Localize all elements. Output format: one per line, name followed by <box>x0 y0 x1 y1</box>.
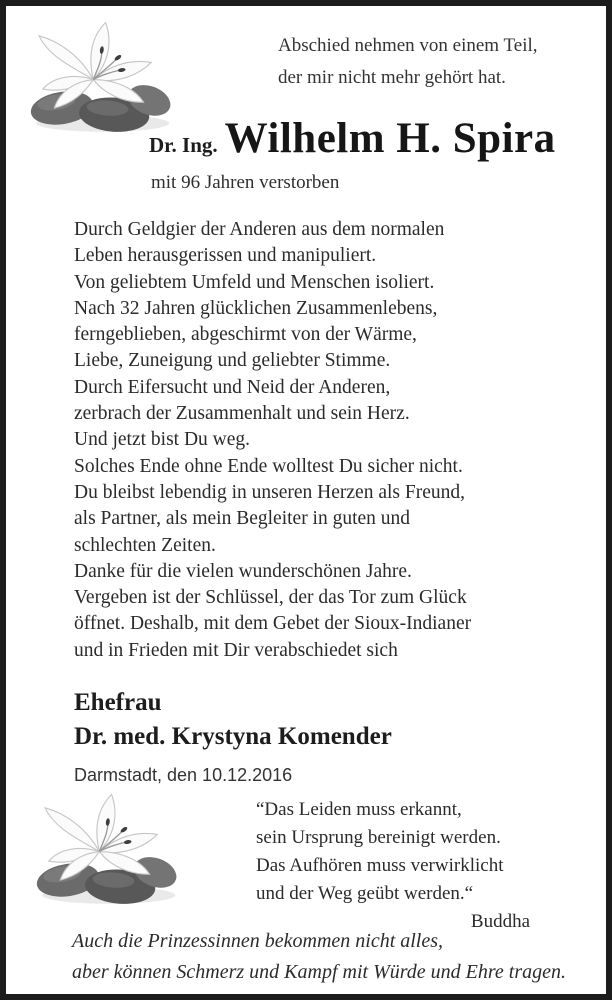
body-line: und in Frieden mit Dir verabschiedet sich <box>74 639 398 661</box>
body-line: ferngeblieben, abgeschirmt von der Wärme, <box>74 324 417 346</box>
body-line: zerbrach der Zusammenhalt und sein Herz. <box>74 403 410 425</box>
body-line: Vergeben ist der Schlüssel, der das Tor zum Glück <box>74 587 467 609</box>
body-line: schlechten Zeiten. <box>74 534 216 556</box>
body-line: Durch Eifersucht und Neid der Anderen, <box>74 376 391 398</box>
deceased-subline: mit 96 Jahren verstorben <box>151 172 340 193</box>
deceased-name: Wilhelm H. Spira <box>224 115 556 162</box>
signature-relation: Ehefrau <box>74 689 162 716</box>
quote-line-2: sein Ursprung bereinigt werden. <box>256 827 501 848</box>
body-line: Liebe, Zuneigung und geliebter Stimme. <box>74 350 391 372</box>
quote-line-1: “Das Leiden muss erkannt, <box>256 799 462 820</box>
body-line: öffnet. Deshalb, mit dem Gebet der Sioux-Indianer <box>74 613 472 635</box>
body-line: Danke für die vielen wunderschönen Jahre. <box>74 560 412 582</box>
lily-stones-photo <box>28 792 180 912</box>
deceased-title-prefix: Dr. Ing. <box>149 133 218 157</box>
body-line: Solches Ende ohne Ende wolltest Du sicher nicht. <box>74 455 463 477</box>
body-line: Durch Geldgier der Anderen aus dem normalen <box>74 219 445 240</box>
closing-line-1: Auch die Prinzessinnen bekommen nicht alles, <box>72 930 444 952</box>
obituary-body <box>74 217 471 664</box>
body-line: Leben herausgerissen und manipuliert. <box>74 245 377 267</box>
deceased-heading <box>149 114 556 163</box>
closing-line-2: aber können Schmerz und Kampf mit Würde und Ehre tragen. <box>72 961 567 983</box>
closing-lines <box>72 926 582 988</box>
body-line: Und jetzt bist Du weg. <box>74 429 251 451</box>
epigraph-line-1: Abschied nehmen von einem Teil, <box>278 35 538 56</box>
buddha-quote <box>256 796 556 936</box>
epigraph-line-2: der mir nicht mehr gehört hat. <box>278 67 506 88</box>
epigraph <box>278 30 538 94</box>
quote-line-3: Das Aufhören muss verwirklicht <box>256 855 504 876</box>
quote-line-4: und der Weg geübt werden.“ <box>256 883 474 904</box>
signature-name: Dr. med. Krystyna Komender <box>74 723 392 750</box>
body-line: Du bleibst lebendig in unseren Herzen als Freund, <box>74 481 465 503</box>
body-line: als Partner, als mein Begleiter in guten und <box>74 508 411 530</box>
place-and-date: Darmstadt, den 10.12.2016 <box>74 765 293 785</box>
body-line: Von geliebtem Umfeld und Menschen isoliert. <box>74 271 435 293</box>
body-line: Nach 32 Jahren glücklichen Zusammenlebens, <box>74 297 438 319</box>
quote-attribution: Buddha <box>470 911 530 932</box>
